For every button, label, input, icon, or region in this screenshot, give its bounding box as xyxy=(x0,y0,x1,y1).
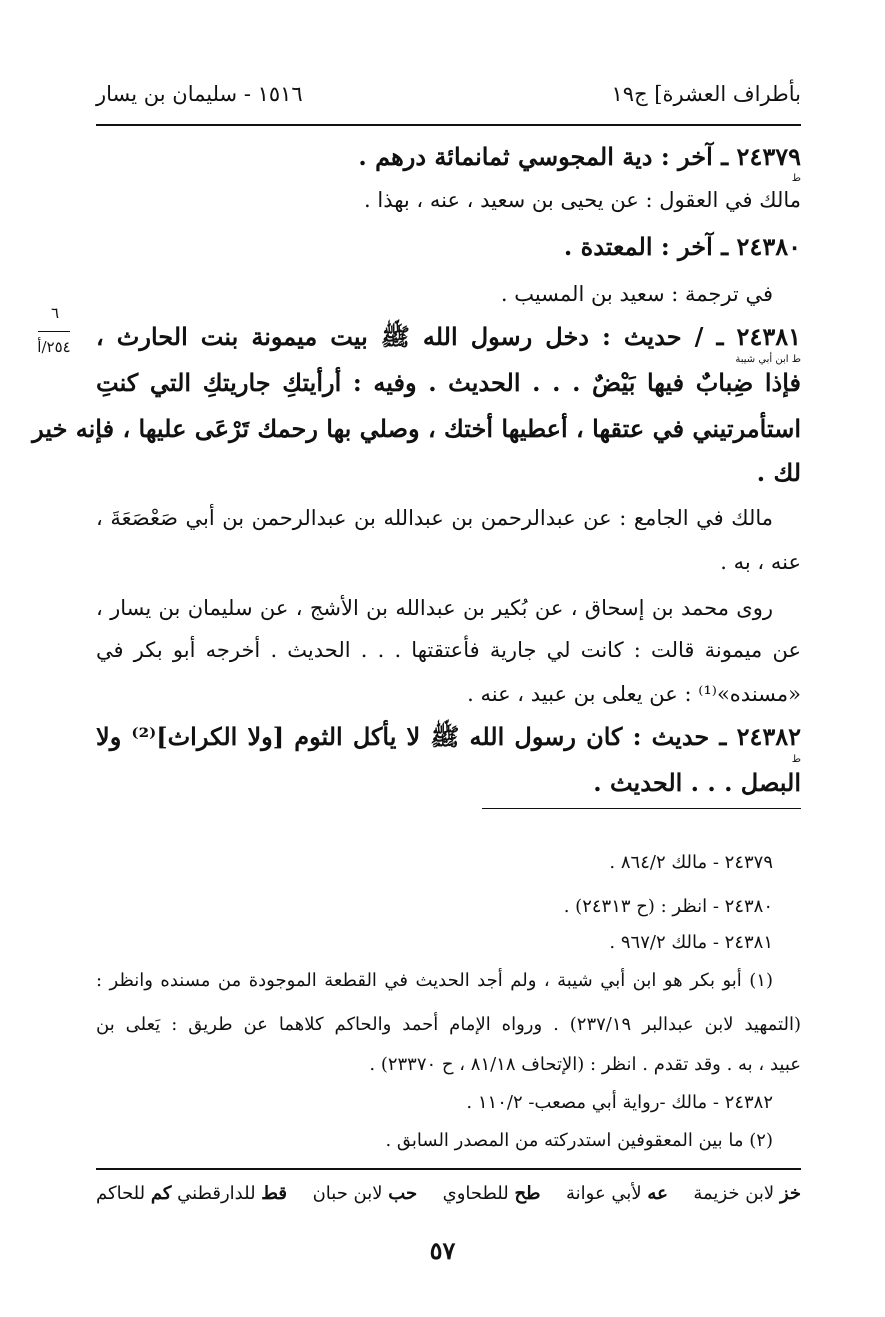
margin-manuscript-ref: ٢٥٤/أ xyxy=(37,338,71,356)
source-siglum: ط xyxy=(791,754,801,765)
footnote-line: ٢٤٣٨٠ - انظر : (ح ٢٤٣١٣) . xyxy=(563,896,773,917)
footnote-line: (٢) ما بين المعقوفين استدركته من المصدر السابق . xyxy=(385,1130,773,1151)
hadith-24381-heading: ٢٤٣٨١ ـ / حديث : دخل رسول الله ﷺ بيت ميمونة بنت الحارث ، xyxy=(96,322,801,351)
source-siglum: ط ابن أبي شيبة xyxy=(735,354,801,365)
source-siglum: ط xyxy=(791,173,801,184)
legend-item: حب لابن حبان xyxy=(312,1183,418,1204)
footnote-rule xyxy=(482,808,801,809)
footnote-line: ٢٤٣٨٢ - مالك -رواية أبي مصعب- ١١٠/٢ . xyxy=(466,1092,773,1113)
abbreviation-legend xyxy=(96,1183,801,1204)
hadith-24381-note: عن ميمونة قالت : كانت لي جارية فأعتقتها . . . الحديث . أخرجه أبو بكر في xyxy=(96,638,801,662)
running-header-section: ١٥١٦ - سليمان بن يسار xyxy=(96,82,303,106)
legend-item: عه لأبي عوانة xyxy=(565,1183,668,1204)
hadith-24381-text-line: لك . xyxy=(756,458,801,487)
footnote-line: ٢٤٣٧٩ - مالك ٨٦٤/٢ . xyxy=(609,852,773,873)
margin-number: ٦ xyxy=(50,304,60,322)
footnote-line: (١) أبو بكر هو ابن أبي شيبة ، ولم أجد الحديث في القطعة الموجودة من مسنده وانظر : xyxy=(96,970,773,991)
legend-item: خز لابن خزيمة xyxy=(693,1183,801,1204)
hadith-24379-source: مالك في العقول : عن يحيى بن سعيد ، عنه ، بهذا . xyxy=(364,188,801,212)
hadith-24382-heading: ٢٤٣٨٢ ـ حديث : كان رسول الله ﷺ لا يأكل الثوم [ولا الكراث]⁽²⁾ ولا xyxy=(96,722,802,751)
hadith-24381-source: عنه ، به . xyxy=(720,550,801,574)
hadith-24381-note: روى محمد بن إسحاق ، عن بُكير بن عبدالله بن الأشج ، عن سليمان بن يسار ، xyxy=(96,596,773,620)
legend-item: قط للدارقطني كم للحاكم xyxy=(96,1183,287,1204)
hadith-24379-heading: ٢٤٣٧٩ ـ آخر : دية المجوسي ثمانمائة درهم . xyxy=(358,142,801,171)
footnote-line: (التمهيد لابن عبدالبر ٢٣٧/١٩) . ورواه الإمام أحمد والحاكم كلاهما عن طريق : يَعلى بن xyxy=(96,1014,801,1035)
hadith-24382-text-line: البصل . . . الحديث . xyxy=(593,768,801,797)
page-number: ٥٧ xyxy=(429,1236,456,1265)
hadith-24381-note: «مسنده»⁽¹⁾ : عن يعلى بن عبيد ، عنه . xyxy=(467,682,801,706)
footnote-line: عبيد ، به . وقد تقدم . انظر : (الإتحاف ٨١/١٨ ، ح ٢٣٣٧٠) . xyxy=(369,1054,801,1075)
hadith-24381-text-line: استأمرتيني في عتقها ، أعطيها أختك ، وصلي بها رحمك تَرْعَى عليها ، فإنه خير xyxy=(32,414,801,443)
hadith-24380-source: في ترجمة : سعيد بن المسيب . xyxy=(500,282,773,306)
hadith-24381-text-line: فإذا ضِبابٌ فيها بَيْضٌ . . . الحديث . وفيه : أرأيتكِ جاريتكِ التي كنتِ xyxy=(96,368,801,397)
hadith-24380-heading: ٢٤٣٨٠ ـ آخر : المعتدة . xyxy=(563,232,801,261)
codes-rule xyxy=(96,1168,801,1170)
footnote-line: ٢٤٣٨١ - مالك ٩٦٧/٢ . xyxy=(609,932,773,953)
running-header-book: بأطراف العشرة] ج١٩ xyxy=(611,82,801,106)
margin-divider xyxy=(38,331,70,332)
legend-item: طح للطحاوي xyxy=(442,1183,541,1204)
hadith-24381-source: مالك في الجامع : عن عبدالرحمن بن عبدالله بن عبدالرحمن بن أبي صَعْصَعَةَ ، xyxy=(96,506,773,530)
header-rule xyxy=(96,124,801,126)
